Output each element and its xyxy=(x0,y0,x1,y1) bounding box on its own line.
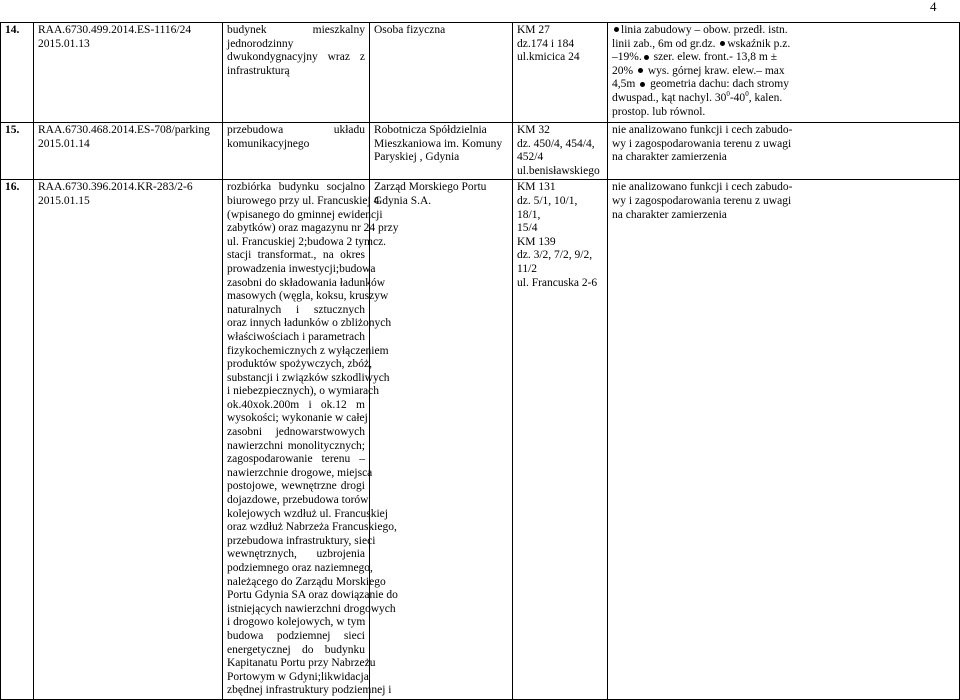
description-line: rozbiórka budynku socjalno xyxy=(227,181,365,194)
bullet-icon xyxy=(644,55,649,60)
location: KM 27 dz.174 i 184 ul.kmicica 24 xyxy=(513,23,608,123)
description-line: oraz innych ładunków o zbliżonych xyxy=(227,317,392,330)
description-line: zbędnej infrastruktury podziemnej i xyxy=(227,684,392,697)
location: KM 32 dz. 450/4, 454/4, 452/4 ul.benisławskiego xyxy=(513,123,608,180)
bullet-icon xyxy=(640,82,645,87)
table-row xyxy=(1,123,960,180)
description-line: energetycznej do budynku xyxy=(227,643,365,656)
description-line: Portu Gdynia SA oraz dowiązanie do xyxy=(227,589,398,602)
description-line: ul. Francuskiej 2;budowa 2 tymcz. xyxy=(227,235,387,248)
investor: Osoba fizyczna xyxy=(370,23,513,123)
description-line: masowych (węgla, koksu, kruszyw xyxy=(227,290,389,303)
description-line: Portowym w Gdyni;likwidacja xyxy=(227,670,369,683)
remarks: nie analizowano funkcji i cech zabudo- wy i zagospodarowania terenu z uwagi na charakter zamierzenia xyxy=(608,180,960,700)
bullet-icon xyxy=(614,27,619,32)
description-line: produktów spożywczych, zbóż, xyxy=(227,358,372,371)
description-line: (wpisanego do gminnej ewidencji xyxy=(227,208,383,221)
description-line: przebudowa infrastruktury, sieci xyxy=(227,534,376,547)
description-line: zabytków) oraz magazynu nr 24 przy xyxy=(227,222,399,235)
description-line: wysokości; wykonanie w całej xyxy=(227,412,368,425)
row-number: 16. xyxy=(1,180,34,700)
decision-sign: RAA.6730.468.2014.ES-708/parking 2015.01.14 xyxy=(34,123,223,180)
remarks: linia zabudowy – obow. przedł. istn. linii zab., 6m od gr.dz. wskaźnik p.z. –19%. szer. elew. front.- 13,8 m ± 20% wys. górnej kraw. elew.– max 4,5m geometria dachu: dach stromy dwuspad., kąt nachyl. $30^0-40^0$, kalen. prostop. lub równol. xyxy=(608,23,960,123)
description-line: dojazdowe, przebudowa torów xyxy=(227,494,369,507)
description-line: prowadzenia inwestycji;budowa xyxy=(227,262,376,275)
remarks: nie analizowano funkcji i cech zabudo- wy i zagospodarowania terenu z uwagi na charakter zamierzenia xyxy=(608,123,960,180)
table-row xyxy=(1,180,960,700)
description-line: naturalnych i sztucznych xyxy=(227,303,365,316)
description-line: oraz wzdłuż Nabrzeża Francuskiego, xyxy=(227,521,397,534)
description-line: wewnętrznych, uzbrojenia xyxy=(227,548,365,561)
description-line: zagospodarowanie terenu – xyxy=(227,453,365,466)
decisions-table xyxy=(0,22,960,700)
investor: Robotnicza Spółdzielnia Mieszkaniowa im. Komuny Paryskiej , Gdynia xyxy=(370,123,513,180)
description-line: istniejących nawierzchni drogowych xyxy=(227,602,396,615)
decision-sign: RAA.6730.396.2014.KR-283/2-6 2015.01.15 xyxy=(34,180,223,700)
project-description: przebudowa układu komunikacyjnego xyxy=(223,123,370,180)
page-number: 4 xyxy=(930,0,937,14)
project-description: budynek mieszkalny jednorodzinny dwukondygnacyjny wraz z infrastrukturą xyxy=(223,23,370,123)
project-description xyxy=(223,180,399,700)
description-line: nawierzchnie drogowe, miejsca xyxy=(227,466,373,479)
description-line: Kapitanatu Portu przy Nabrzeżu xyxy=(227,657,376,670)
description-line: budowa podziemnej sieci xyxy=(227,629,365,642)
description-line: kolejowych wzdłuż ul. Francuskiej xyxy=(227,507,388,520)
decision-sign: RAA.6730.499.2014.ES-1116/24 2015.01.13 xyxy=(34,23,223,123)
description-line: stacji transformat., na okres xyxy=(227,249,365,262)
description-line: właściwościach i parametrach xyxy=(227,330,365,343)
description-line: zasobni do składowania ładunków xyxy=(227,276,386,289)
investor: Zarząd Morskiego Portu Gdynia S.A. xyxy=(370,180,513,700)
description-line: biurowego przy ul. Francuskiej 4 xyxy=(227,194,380,207)
location: KM 131 dz. 5/1, 10/1, 18/1, 15/4 KM 139 dz. 3/2, 7/2, 9/2, 11/2 ul. Francuska 2-6 xyxy=(513,180,608,700)
description-line: ok.40xok.200m i ok.12 m xyxy=(227,398,365,411)
description-line: fizykochemicznych z wyłączeniem xyxy=(227,344,389,357)
description-line: zasobni jednowarstwowych xyxy=(227,426,365,439)
table-row xyxy=(1,23,960,123)
row-number: 14. xyxy=(1,23,34,123)
description-line: i drogowo kolejowych, w tym xyxy=(227,616,366,629)
description-line: podziemnego oraz naziemnego, xyxy=(227,562,373,574)
description-line: postojowe, wewnętrzne drogi xyxy=(227,480,365,493)
bullet-icon xyxy=(720,41,725,46)
description-line: i niebezpiecznych), o wymiarach xyxy=(227,385,379,398)
description-line: nawierzchni monolitycznych; xyxy=(227,439,365,452)
description-line: substancji i związków szkodliwych xyxy=(227,371,390,384)
description-line: należącego do Zarządu Morskiego xyxy=(227,575,386,588)
row-number: 15. xyxy=(1,123,34,180)
bullet-icon xyxy=(638,68,643,73)
